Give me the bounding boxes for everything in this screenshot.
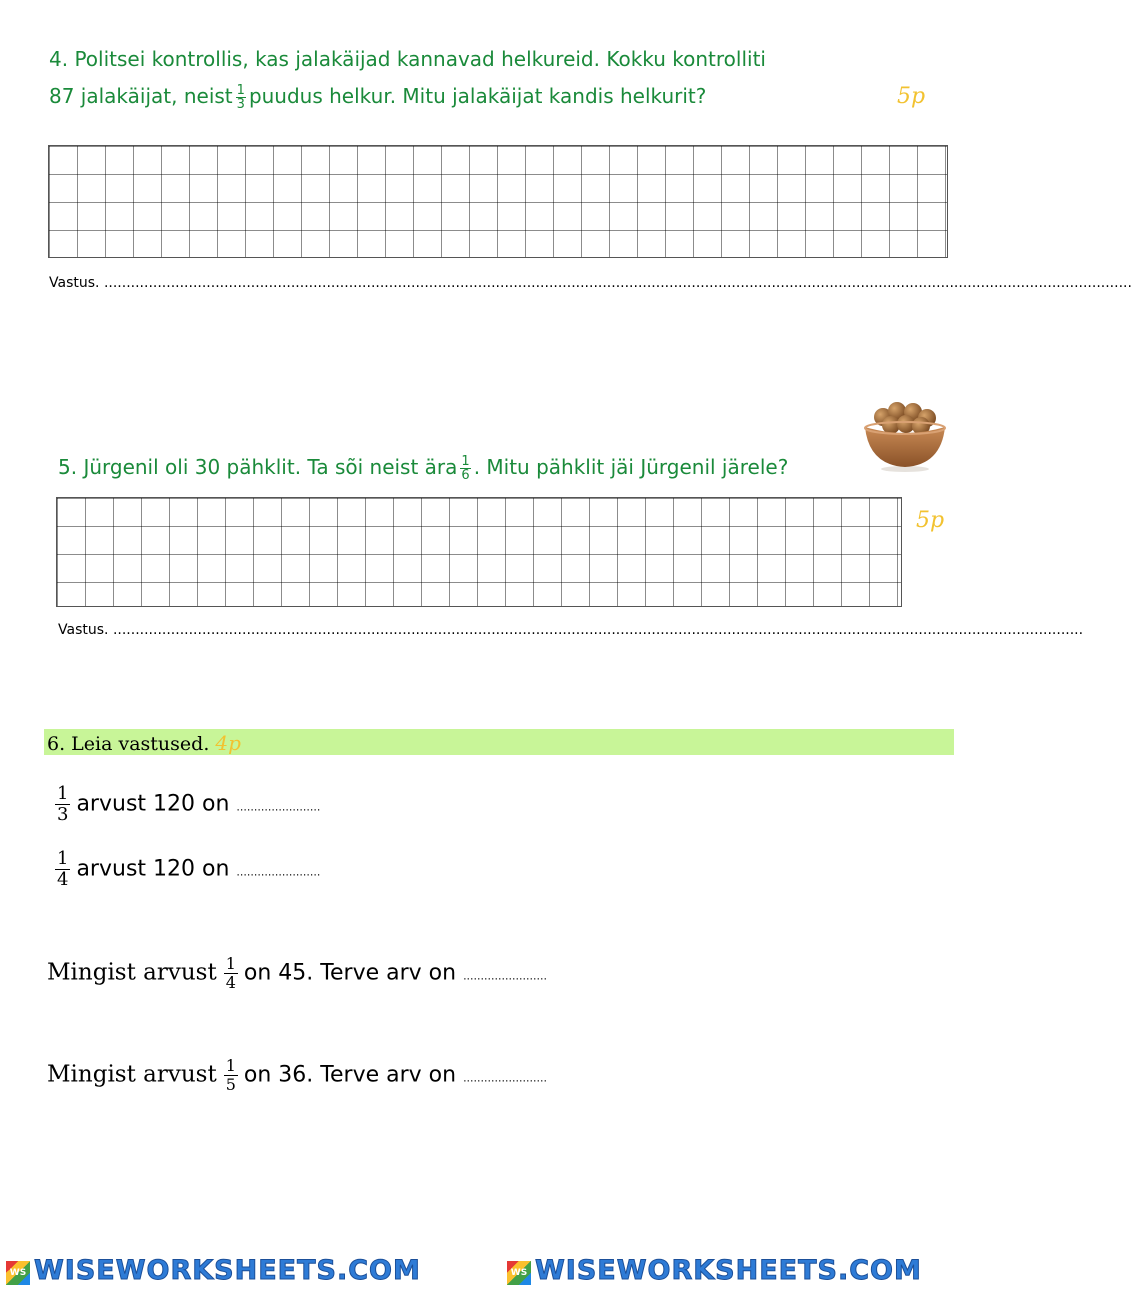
task4-line2	[49, 84, 706, 111]
footer-logo-2[interactable]: WISEWORKSHEETS.COM	[535, 1255, 922, 1286]
task5-line-pre: 5. Jürgenil oli 30 pähklit. Ta sõi neist ära	[58, 455, 458, 479]
task6-item-3-fraction	[224, 955, 238, 992]
task6-item-3-post: on 45. Terve arv on	[243, 960, 457, 986]
task6-item-3-answer[interactable]: ........................	[463, 969, 547, 983]
task6-item-3	[47, 955, 547, 992]
footer-logo-1[interactable]: WISEWORKSHEETS.COM	[34, 1255, 421, 1286]
footer-badge-1	[6, 1261, 30, 1285]
task6-item-1-den: 3	[57, 804, 69, 825]
task5-answer-dots: ..........................................................................................................................................................................................................................	[112, 622, 1084, 638]
task4-points: 5p	[897, 84, 926, 109]
task5-fraction	[460, 455, 470, 482]
footer-watermark	[0, 1255, 1000, 1291]
task6-item-4-den: 5	[225, 1075, 236, 1094]
task6-item-3-num: 1	[225, 954, 236, 973]
footer-badge-2	[507, 1261, 531, 1285]
task6-item-2-num: 1	[57, 848, 69, 869]
task6-item-2-answer[interactable]: ........................	[236, 865, 321, 879]
task4-fraction-num: 1	[236, 83, 245, 98]
task6-item-4	[47, 1057, 547, 1094]
task5-answer-label: Vastus.	[58, 622, 109, 638]
task6-item-2-fraction	[55, 849, 70, 890]
task6-item-4-post: on 36. Terve arv on	[243, 1062, 457, 1088]
task6-item-1-answer[interactable]: ........................	[236, 800, 321, 814]
task5-line-post: . Mitu pähklit jäi Jürgenil järele?	[473, 455, 789, 479]
hazelnut-bowl-image	[861, 395, 949, 473]
task6-item-4-fraction	[224, 1057, 238, 1094]
footer-badge-2-text: WS	[510, 1268, 528, 1278]
task6-item-3-den: 4	[225, 973, 236, 992]
task5-answer-grid[interactable]	[56, 497, 902, 607]
task4-answer-dots: .......................................................................................................................................................................................................................................	[103, 275, 1132, 291]
task4-answer-line[interactable]	[49, 275, 1132, 291]
task4-line2-post: puudus helkur. Mitu jalakäijat kandis helkurit?	[248, 84, 707, 108]
task6-item-4-pre: Mingist arvust	[47, 1061, 217, 1088]
task5-answer-line[interactable]	[58, 622, 1084, 638]
task6-points: 4p	[215, 731, 241, 755]
task5-fraction-num: 1	[461, 454, 470, 469]
task4-line2-pre: 87 jalakäijat, neist	[49, 84, 233, 108]
task4-answer-grid[interactable]	[48, 145, 948, 258]
task4-fraction	[236, 84, 246, 111]
task6-item-1-num: 1	[57, 783, 69, 804]
task4-answer-label: Vastus.	[49, 275, 100, 291]
task6-item-2	[55, 849, 320, 890]
task6-item-4-answer[interactable]: ........................	[463, 1071, 547, 1085]
task6-item-2-text: arvust 120 on	[76, 856, 230, 882]
task4-fraction-den: 3	[236, 97, 245, 112]
task6-title-text: 6. Leia vastused.	[47, 733, 210, 755]
footer-badge-1-text: WS	[9, 1268, 27, 1278]
task6-item-1-fraction	[55, 784, 70, 825]
task6-item-1-text: arvust 120 on	[76, 791, 230, 817]
task5-fraction-den: 6	[461, 468, 470, 483]
task5-line	[58, 455, 788, 482]
task6-item-3-pre: Mingist arvust	[47, 959, 217, 986]
task6-title	[47, 731, 241, 755]
task6-item-2-den: 4	[57, 869, 69, 890]
task5-points: 5p	[916, 508, 945, 533]
task6-item-1	[55, 784, 320, 825]
task4-line1: 4. Politsei kontrollis, kas jalakäijad kannavad helkureid. Kokku kontrolliti	[49, 47, 766, 71]
task6-item-4-num: 1	[225, 1056, 236, 1075]
